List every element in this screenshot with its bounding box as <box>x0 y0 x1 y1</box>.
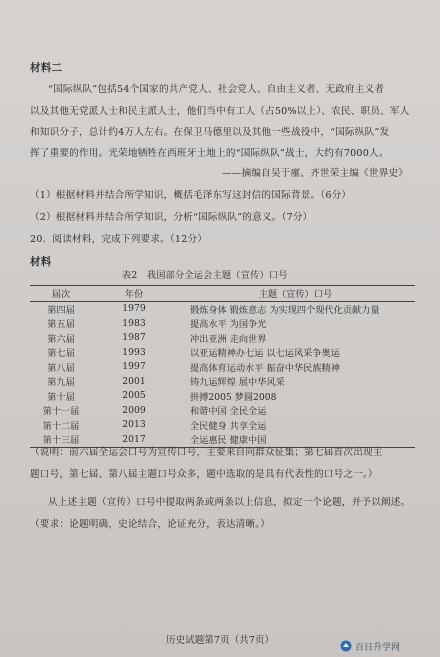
column-header: 年份 <box>92 286 176 302</box>
sub-question-1: （1）根据材料并结合所学知识，概括毛泽东写这封信的国际背景。（6分） <box>30 190 352 201</box>
cell-session: 第十二届 <box>42 420 80 432</box>
cell-year: 1983 <box>122 317 146 329</box>
table-row <box>30 316 415 331</box>
cell-session: 第八届 <box>47 362 75 374</box>
cell-session: 第十届 <box>47 391 75 403</box>
cell-slogan: 铸九运辉煌 展中华风采 <box>190 377 285 389</box>
column-header: 届次 <box>30 286 92 302</box>
cell-session: 第五届 <box>47 319 75 331</box>
task-requirements: （要求：论题明确，史论结合，论证充分，表达清晰。） <box>30 519 271 530</box>
table-header-row <box>30 286 415 302</box>
material-label: 材料 <box>30 256 52 268</box>
cell-slogan: 拼搏2005 梦圆2008 <box>190 391 277 403</box>
watermark-text: 百日升学网 <box>355 643 401 653</box>
cell-session: 第十一届 <box>42 406 80 418</box>
cell-session: 第四届 <box>47 304 75 316</box>
cell-session: 第六届 <box>47 333 75 345</box>
cell-year: 1987 <box>122 332 146 344</box>
table-row <box>30 403 415 418</box>
question-20: 20．阅读材料，完成下列要求。（12分） <box>30 234 208 245</box>
cell-year: 2013 <box>122 419 146 431</box>
task-line: 从上述主题（宣传）口号中提取两条或两条以上信息，拟定一个论题，并予以阐述。 <box>48 497 411 508</box>
table-row <box>30 374 415 389</box>
table-row <box>30 345 415 360</box>
cell-year: 2001 <box>122 375 146 387</box>
material2-line: “国际纵队”包括54个国家的共产党人、社会党人、自由主义者、无政府主义者 <box>48 84 385 95</box>
cell-slogan: 提高体育运动水平 振奋中华民族精神 <box>190 362 340 374</box>
cell-year: 1979 <box>122 303 146 315</box>
table-row <box>30 301 415 316</box>
table-row <box>30 418 415 433</box>
table-row <box>30 389 415 404</box>
cell-year: 2017 <box>92 432 176 447</box>
cell-slogan: 提高水平 为国争光 <box>190 319 267 331</box>
column-header: 主题（宣传）口号 <box>176 286 415 302</box>
table-caption: 表2 我国部分全运会主题（宣传）口号 <box>122 270 288 281</box>
slogan-table <box>30 285 415 448</box>
sub-question-2: （2）根据材料并结合所学知识，分析“国际纵队”的意义。（7分） <box>30 212 313 223</box>
material2-line: 和知识分子，总计约4万人左右。在保卫马德里以及其他一些战役中，“国际纵队”发 <box>30 127 390 138</box>
cell-slogan: 和谐中国 全民全运 <box>190 406 267 418</box>
cell-slogan: 以亚运精神办七运 以七运风采争奥运 <box>190 348 340 360</box>
material2-line: 以及其他无党派人士和民主派人士，他们当中有工人（占50%以上）、农民、职员、军人 <box>30 106 410 117</box>
page-footer: 历史试题第7页（共7页） <box>165 635 275 646</box>
material2-line: 挥了重要的作用。光荣地牺牲在西班牙土地上的“国际纵队”战士，大约有7000人。 <box>30 148 389 159</box>
cell-session: 第十三届 <box>30 432 92 447</box>
section-title: 材料二 <box>30 62 63 74</box>
cell-session: 第九届 <box>47 377 75 389</box>
cell-slogan: 全民健身 共享全运 <box>190 420 267 432</box>
cell-slogan: 锻炼身体 锻炼意志 为实现四个现代化贡献力量 <box>190 304 380 316</box>
note-line: 题口号，第七届、第八届主题口号众多，题中选取的是具有代表性的口号之一。） <box>30 469 378 480</box>
watermark-logo-icon <box>340 640 352 652</box>
table-row <box>30 331 415 346</box>
cell-year: 2005 <box>122 390 146 402</box>
note-line: （说明：前六届全运会口号为宣传口号，主要来自向群众征集；第七届首次出现主 <box>30 447 383 458</box>
cell-year: 1997 <box>122 361 146 373</box>
cell-year: 2009 <box>122 404 146 416</box>
material2-source: ——摘编自吴于廑、齐世荣主编《世界史》 <box>222 168 409 179</box>
table-row <box>30 360 415 375</box>
cell-slogan: 冲出亚洲 走向世界 <box>190 333 267 345</box>
cell-year: 1993 <box>122 346 146 358</box>
table-row <box>30 432 415 447</box>
cell-session: 第七届 <box>47 348 75 360</box>
cell-slogan: 全运惠民 健康中国 <box>176 432 415 447</box>
